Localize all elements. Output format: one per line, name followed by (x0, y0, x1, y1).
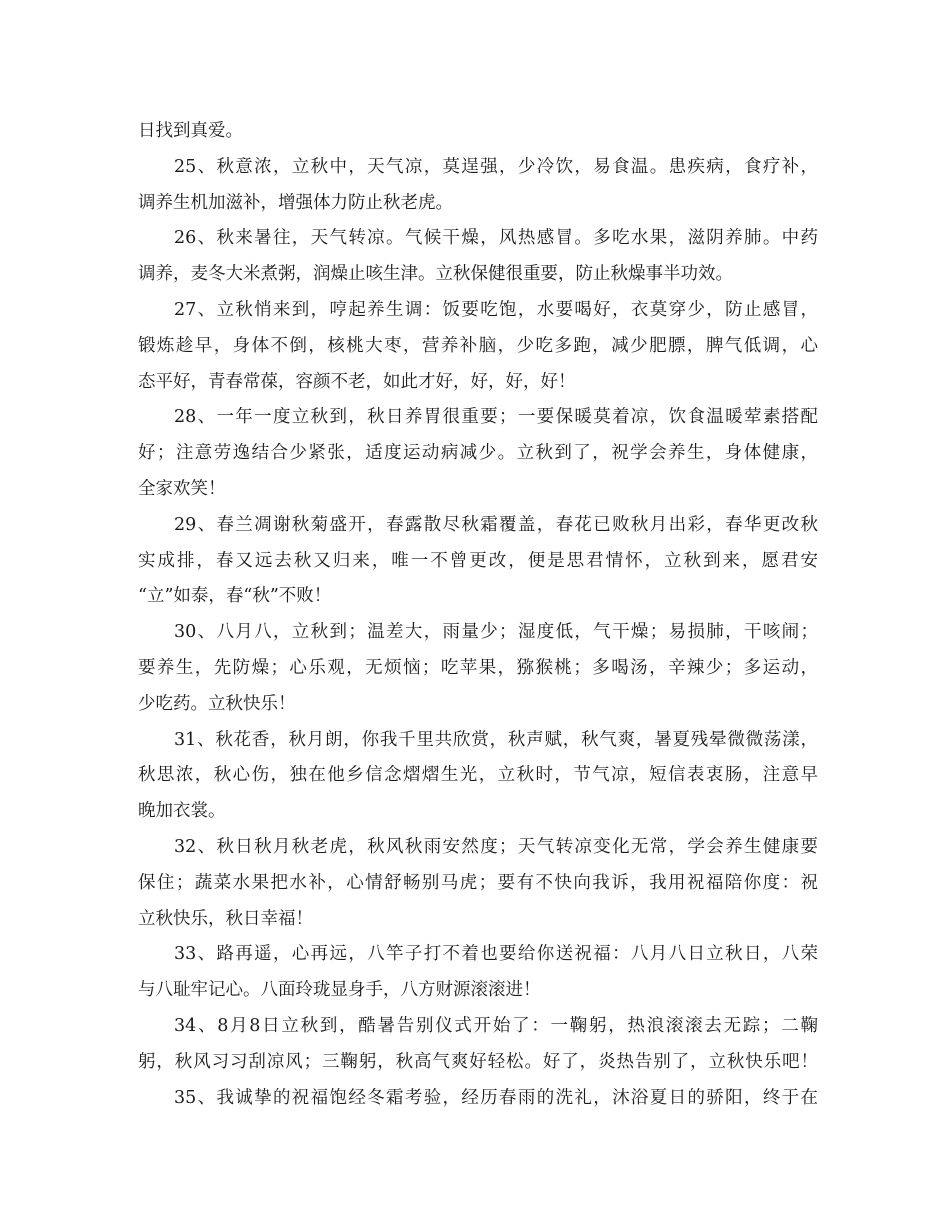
text-line: 态平好，青春常葆，容颜不老，如此才好，好，好，好！ (138, 371, 576, 392)
text-line: 27、立秋悄来到，哼起养生调：饭要吃饱，水要喝好，衣莫穿少，防止感冒， (174, 299, 818, 320)
text-line: 26、秋来暑往，天气转凉。气候干燥，风热感冒。多吃水果，滋阴养肺。中药 (174, 228, 818, 249)
text-line: 32、秋日秋月秋老虎，秋风秋雨安然度；天气转凉变化无常，学会养生健康要 (174, 836, 818, 857)
text-line: 实成排，春又远去秋又归来，唯一不曾更改，便是思君情怀，立秋到来，愿君安 (138, 550, 818, 571)
text-line: 要养生，先防燥；心乐观，无烦恼；吃苹果，猕猴桃；多喝汤，辛辣少；多运动， (138, 657, 818, 678)
text-line: 28、一年一度立秋到，秋日养胃很重要；一要保暖莫着凉，饮食温暖荤素搭配 (174, 407, 818, 428)
text-line: 锻炼趁早，身体不倒，核桃大枣，营养补脑，少吃多跑，减少肥膘，脾气低调，心 (138, 335, 818, 356)
text-line: 调养，麦冬大米煮粥，润燥止咳生津。立秋保健很重要，防止秋燥事半功效。 (138, 264, 733, 285)
text-line: 好；注意劳逸结合少紧张，适度运动病减少。立秋到了，祝学会养生，身体健康， (138, 443, 818, 464)
text-line: 31、秋花香，秋月朗，你我千里共欣赏，秋声赋，秋气爽，暑夏残晕微微荡漾， (174, 729, 818, 750)
text-line: 立秋快乐，秋日幸福！ (138, 908, 313, 929)
text-line: 保住；蔬菜水果把水补，心情舒畅别马虎；要有不快向我诉，我用祝福陪你度：祝 (138, 872, 818, 893)
text-line: 34、8月8日立秋到，酷暑告别仪式开始了：一鞠躬，热浪滚滚去无踪；二鞠 (174, 1015, 818, 1036)
text-line: 全家欢笑！ (138, 478, 226, 499)
text-line: 日找到真爱。 (138, 121, 243, 141)
text-line: 25、秋意浓，立秋中，天气凉，莫逞强，少冷饮，易食温。患疾病，食疗补， (174, 156, 818, 177)
text-line: 调养生机加滋补，增强体力防止秋老虎。 (138, 192, 453, 213)
text-line: 30、八月八，立秋到；温差大，雨量少；湿度低，气干燥；易损肺，干咳闹； (174, 622, 818, 643)
text-line: 33、路再遥，心再远，八竿子打不着也要给你送祝福：八月八日立秋日，八荣 (174, 944, 818, 965)
text-line: 秋思浓，秋心伤，独在他乡信念熠熠生光，立秋时，节气凉，短信表衷肠，注意早 (138, 765, 818, 786)
text-line: 少吃药。立秋快乐！ (138, 693, 296, 714)
text-line: 躬，秋风习习刮凉风；三鞠躬，秋高气爽好轻松。好了，炎热告别了，立秋快乐吧！ (138, 1051, 818, 1072)
text-line: “立”如泰，春“秋”不败！ (138, 586, 332, 607)
text-line: 晚加衣裳。 (138, 801, 226, 822)
text-line: 与八耻牢记心。八面玲珑显身手，八方财源滚滚进！ (138, 980, 541, 1001)
document-body (138, 114, 818, 1116)
text-line: 29、春兰凋谢秋菊盛开，春露散尽秋霜覆盖，春花已败秋月出彩，春华更改秋 (174, 514, 818, 535)
text-line: 35、我诚挚的祝福饱经冬霜考验，经历春雨的洗礼，沐浴夏日的骄阳，终于在 (174, 1087, 818, 1108)
